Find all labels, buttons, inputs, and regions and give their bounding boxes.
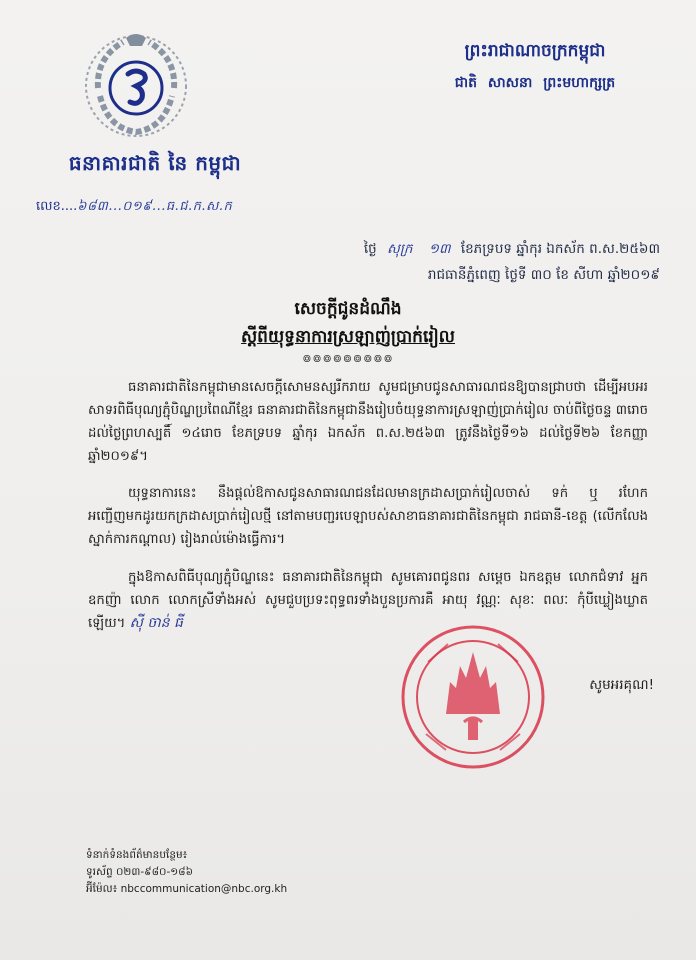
lunar-date-text: ខែភទ្របទ ឆ្នាំកុរ ឯកស័ក ព.ស.២៥៦៣ [460,241,660,257]
lunar-date-line [190,236,660,262]
reference-handwritten: ៦៨៣...០១៩...ធ.ជ.ក.ស.ក [77,199,233,214]
body-paragraph-1: ធនាគារជាតិនៃកម្ពុជាមានសេចក្តីសោមនស្សរីករាយ សូមជម្រាបជូនសាធារណជនឱ្យបានជ្រាបថា ដើម្បីអបអរសាទរពិធីបុណ្យភ្ជុំបិណ្ឌប្រពៃណីខ្មែរ ធនាគារជាតិនៃកម្ពុជានឹងរៀបចំយុទ្ធនាការស្រឡាញ់ប្រាក់រៀល ចាប់ពីថ្ងៃចន្ទ ៣រោច ដល់ថ្ងៃព្រហស្បតិ៍ ១៤រោច ខែភទ្របទ ឆ្នាំកុរ ឯកស័ក ព.ស.២៥៦៣ ត្រូវនឹងថ្ងៃទី១៦ ដល់ថ្ងៃទី២៦ ខែកញ្ញា ឆ្នាំ២០១៩។ [88,380,648,464]
contact-heading: ទំនាក់ទំនងព័ត៌មានបន្ថែម៖ [86,849,188,861]
body-paragraph-3 [88,566,648,635]
contact-footer [86,847,287,898]
document-subject: ស្តីពីយុទ្ធនាការស្រឡាញ់ប្រាក់រៀល [241,327,455,347]
handwritten-initials: ស៊ី ចាន់ ធី [129,615,183,631]
kingdom-heading [420,40,650,94]
national-bank-emblem-icon [78,28,194,144]
day-label: ថ្ងៃ [363,241,377,257]
contact-email: អ៊ីម៉ែល៖ nbccommunication@nbc.org.kh [86,883,288,895]
closing-thanks: សូមអរគុណ! [589,677,654,693]
document-title: សេចក្តីជូនដំណឹង [294,299,402,319]
date-block [190,236,660,288]
body-paragraph-2: យុទ្ធនាការនេះ នឹងផ្តល់ឱកាសជូនសាធារណជនដែលមានក្រដាសប្រាក់រៀលចាស់ ទក់ ឬ រហែក អញ្ជើញមកដូរយកក្រដាសប្រាក់រៀលថ្មី នៅតាមបញ្ជរបេឡាបស់សាខាធនាគារជាតិនៃកម្ពុជា រាជធានី-ខេត្ត (លើកលែងស្នាក់ការកណ្តាល) រៀងរាល់ម៉ោងធ្វើការ។ [88,486,648,547]
body-paragraph-3-text: ក្នុងឱកាសពិធីបុណ្យភ្ជុំបិណ្ឌនេះ ធនាគារជាតិនៃកម្ពុជា សូមគោរពជូនពរ សម្តេច ឯកឧត្តម លោកជំទាវ អ្នកឧកញ៉ា លោក លោកស្រីទាំងអស់ សូមជួបប្រទះពុទ្ធពរទាំងបួនប្រការគឺ អាយុ វណ្ណៈ សុខៈ ពលៈ កុំបីឃ្លៀងឃ្លាតឡើយ។ [88,570,648,631]
official-seal-stamp-icon [398,622,548,772]
kingdom-line2: ជាតិ សាសនា ព្រះមហាក្សត្រ [454,75,616,91]
title-ornament: ៙៙៙៙៙៙៙៙៙ [302,352,394,365]
contact-phone: ទូរស័ព្ទ ០២៣-៩៨០-១៨៦ [86,866,194,878]
day-handwritten: សុក្រ [387,241,413,257]
reference-prefix: លេខ.... [36,199,78,214]
reference-number [36,198,232,217]
day-number-handwritten: ១៣ [428,241,451,257]
kingdom-line1: ព្រះរាជាណាចក្រកម្ពុជា [464,41,606,61]
solar-date-line: រាជធានីភ្នំពេញ ថ្ងៃទី ៣០ ខែ សីហា ឆ្នាំ២០១៩ [427,267,660,283]
bank-name: ធនាគារជាតិ នៃ កម្ពុជា [68,151,242,175]
